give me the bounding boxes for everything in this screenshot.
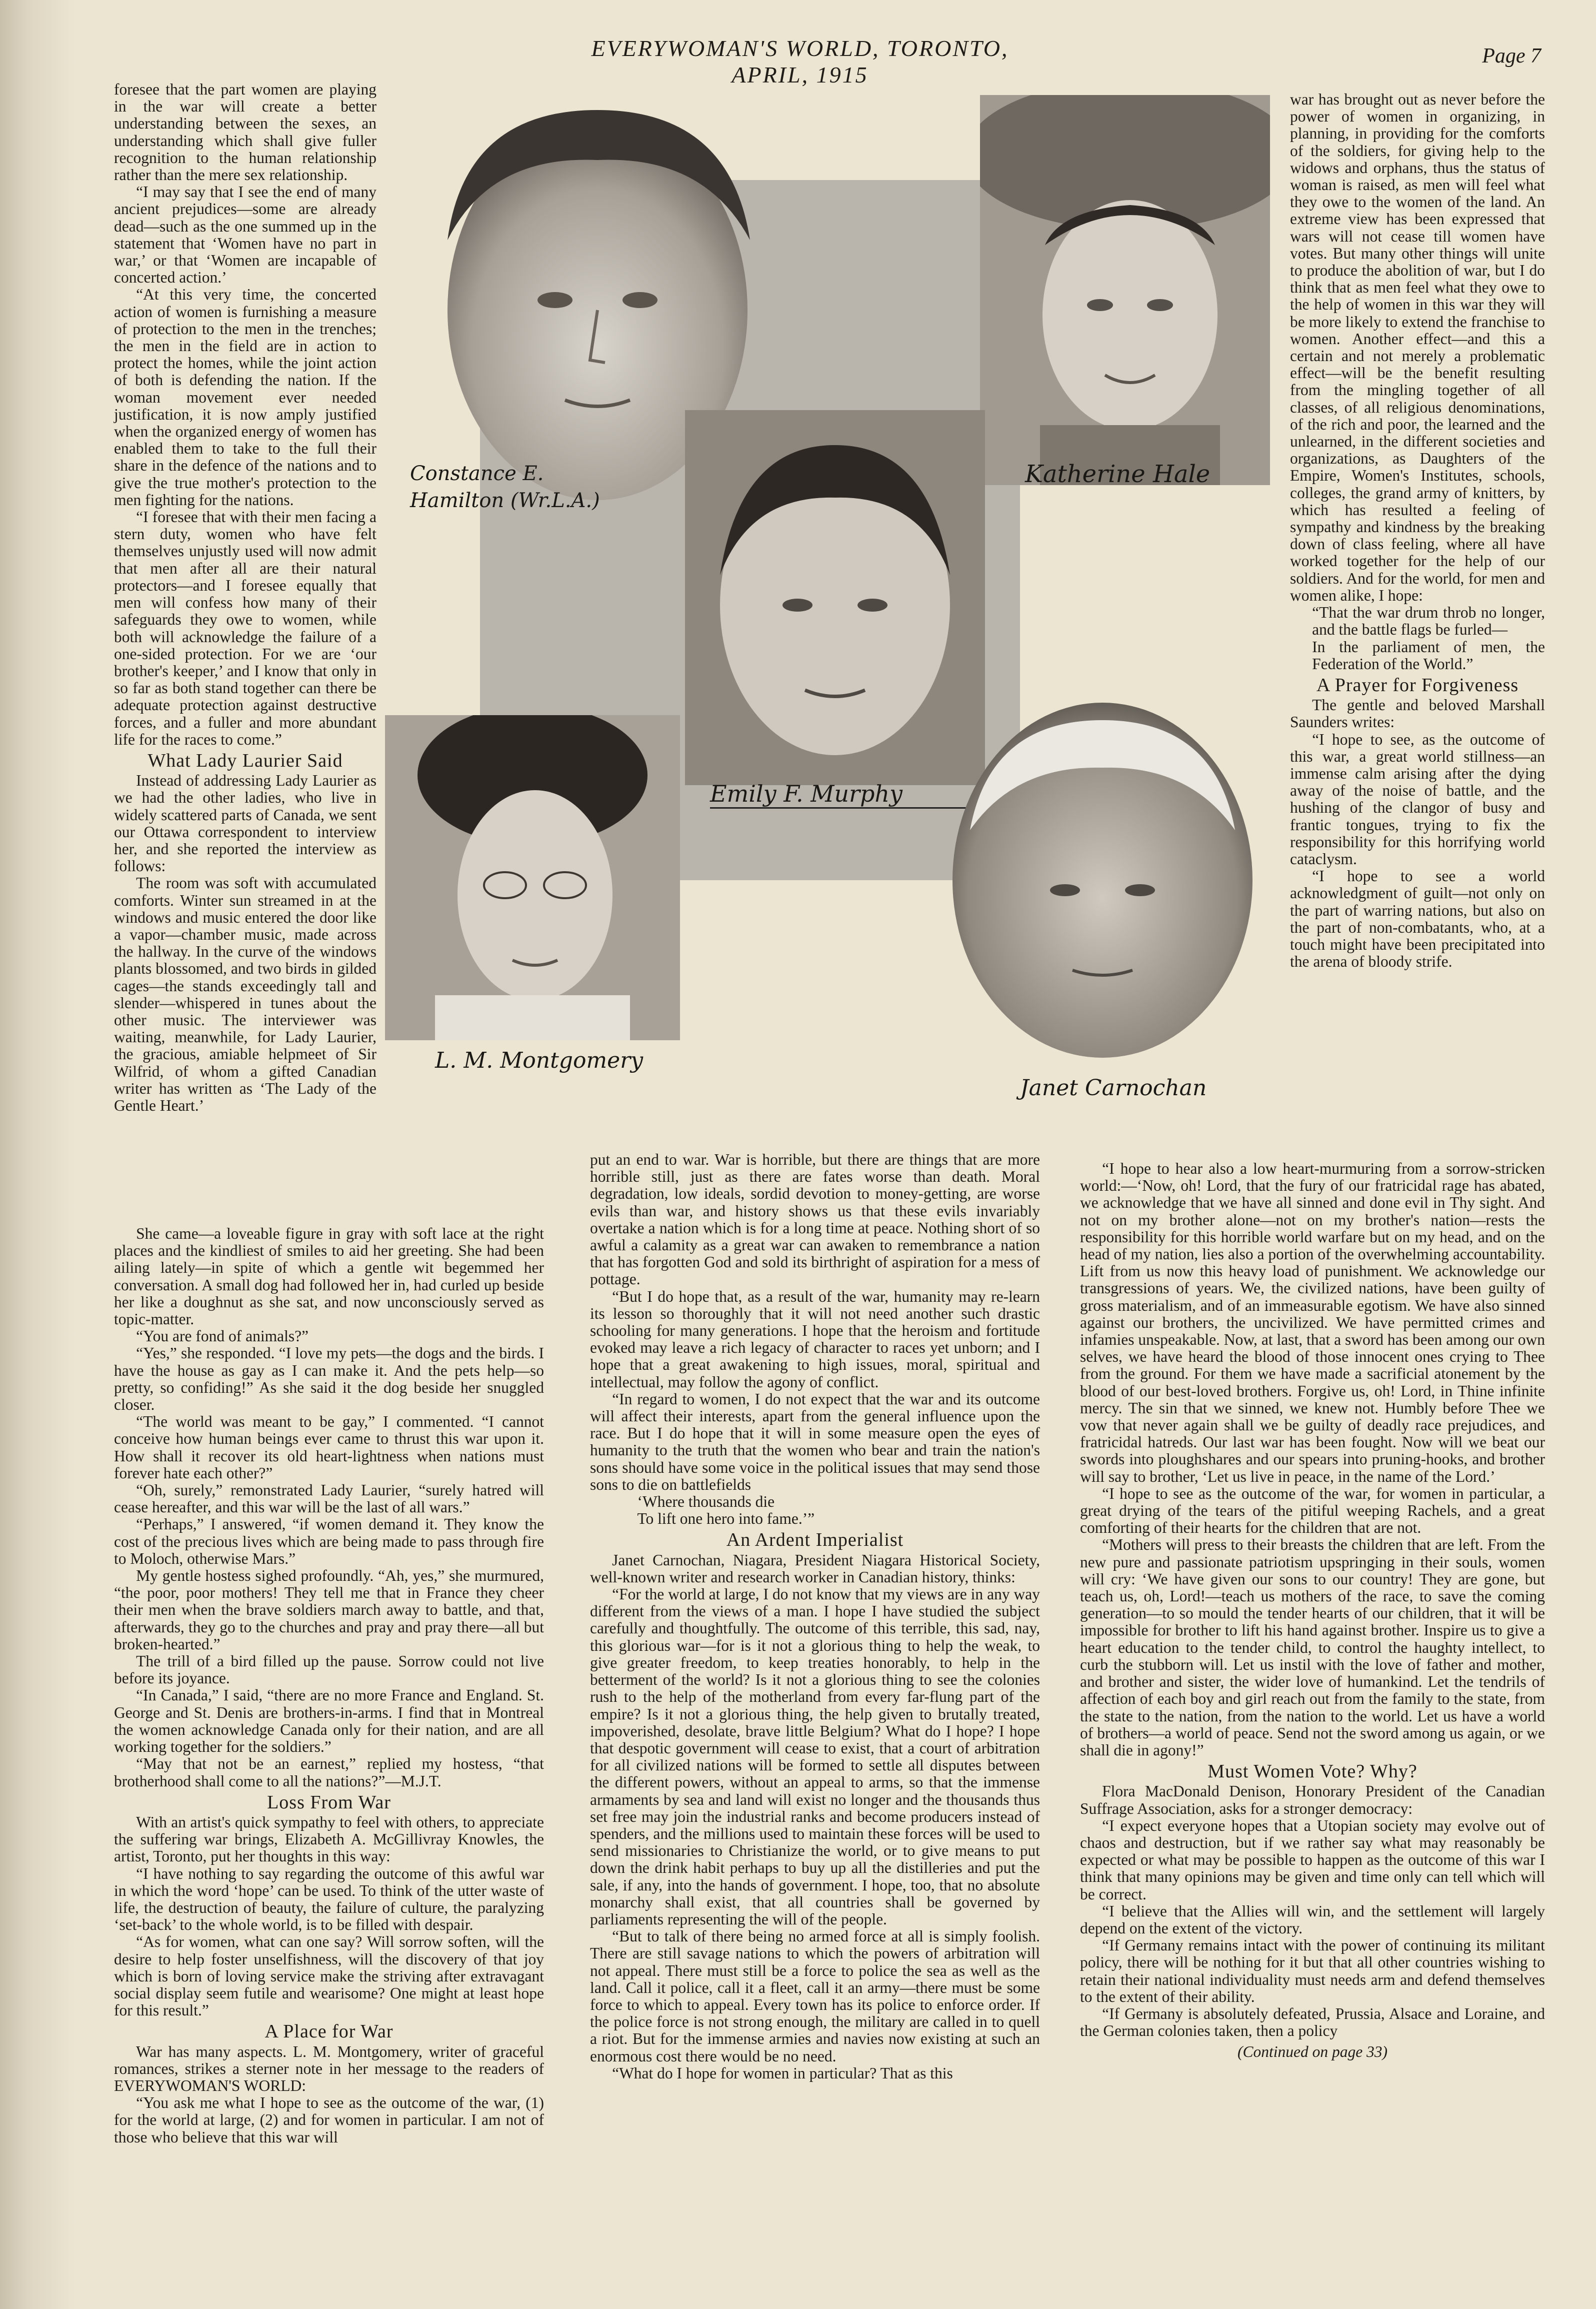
binding-gutter — [0, 0, 75, 2309]
column-1-top — [114, 81, 376, 1114]
heading-prayer-for-forgiveness: A Prayer for Forgiveness — [1316, 674, 1519, 696]
col3-paragraph: “I expect everyone hopes that a Utopian society may evolve out of chaos and destruction, but if we rather say what may reasonably be expected or what may be possible to happen as the outcome of this war I think that many opinions may be given and time only can tell which will be correct. — [1080, 1816, 1545, 1903]
col1-paragraph: “I foresee that with their men facing a stern duty, women who have felt themselves unjustly used will now admit that men after all are their natural protectors—and I foresee equally that men will confess how many of their safeguards they owe to women, while both will acknowledge the failure of a one-sided protection. For we are ‘our brother's keeper,’ and I know that only in so far as both stand together can there be adequate protection against destructive forces, and a fuller and more abundant life for the races to come.” — [114, 508, 376, 748]
col1-paragraph: The room was soft with accumulated comforts. Winter sun streamed in at the windows and music entered the door like a vapor—chamber music, made across the hallway. In the curve of the windows plants blossomed, and two birds in gilded cages—the stands exceedingly tall and slender—whispered in tunes about the other music. The interviewer was waiting, meanwhile, for Lady Laurier, the gracious, amiable helpmeet of Sir Wilfrid, of whom a gifted Canadian writer has written as ‘The Lady of the Gentle Heart.’ — [114, 874, 376, 1114]
col1-paragraph: “As for women, what can one say? Will sorrow soften, will the desire to help foster unselfishness, will the discovery of that joy which is born of loving service make the striving after extravagant social display seem futile and wearisome? One might at least hope for this result.” — [114, 1933, 544, 2019]
col2-paragraph: “For the world at large, I do not know that my views are in any way different from the views of a man. I hope I have studied the subject carefully and thoughtfully. The outcome of this terrible, this sad, nay, this glorious war—for is it not a glorious thing to help the weak, to give greater freedom, to keep treaties honorably, to help in the betterment of the world? Is it not a glorious thing to see the colonies rush to the help of the motherland from every far-flung part of the empire? Is it not a glorious thing, the help given to brutally treated, impoverished, desolate, brave little Belgium? What do I hope? I hope that despotic government will cease to exist, that a court of arbitration for all civilized nations will be formed to settle all disputes between the different powers, without an appeal to arms, so that the immense armaments by sea and land will exist no longer and the thousands thus set free may join the industrial ranks and become producers instead of spenders, and the millions used to maintain these forces will be used to send missionaries to Christianize the world, or to give means to put down the drink habit perhaps to buy up all the distilleries and put the sale, if any, into the hands of government. I hope, too, that no absolute monarchy shall exist, that all countries shall be governed by parliaments representing the will of the people. — [590, 1585, 1040, 1928]
signature-hamilton: Constance E. Hamilton (Wr.L.A.) — [410, 462, 600, 512]
carnochan-photo — [950, 700, 1255, 1060]
col3-paragraph: Flora MacDonald Denison, Honorary President of the Canadian Suffrage Association, asks for a stronger democracy: — [1080, 1782, 1545, 1817]
col1-paragraph: “I may say that I see the end of many ancient prejudices—some are already dead—such as the one summed up in the statement that ‘Women have no part in war,’ or that ‘Women are incapable of concerted action.’ — [114, 183, 376, 287]
col3-paragraph: “If Germany remains intact with the power of continuing its militant policy, there will be nothing for it but that all other countries wishing to retain their national individuality must needs arm and defend themselves to the extent of their ability. — [1080, 1936, 1545, 2005]
col1-paragraph: With an artist's quick sympathy to feel with others, to appreciate the suffering war brings, Elizabeth A. McGillivray Knowles, the artist, Toronto, put her thoughts in this way: — [114, 1813, 544, 1865]
col2-paragraph: put an end to war. War is horrible, but there are things that are more horrible still, just as there are fates worse than death. Moral degradation, low ideals, sordid devotion to money-getting, are worse evils than war, and history shows us that these evils invariably overtake a nation which is for a long time at peace. Nothing short of so awful a calamity as a great war can awaken to remembrance a nation that has forgotten God and sold its birthright of aspiration for a mess of pottage. — [590, 1151, 1040, 1288]
col2-paragraph: “But to talk of there being no armed force at all is simply foolish. There are still savage nations to which the powers of arbitration will not appeal. There must still be a force to police the sea as well as the land. Call it police, call it a fleet, call it an army—there must be some force to which to appeal. Every town has its police to enforce order. If the police force is not strong enough, the military are called in to quell a riot. But for the immense armies and navies now existing at such an enormous cost there would be no need. — [590, 1927, 1040, 2065]
col3-verse: In the parliament of men, the Federation of the World.” — [1312, 638, 1545, 673]
col1-paragraph: “In Canada,” I said, “there are no more France and England. St. George and St. Denis are brothers-in-arms. I find that in Montreal the women acknowledge Canada only for their nation, and are all working together for the soldiers.” — [114, 1686, 544, 1756]
heading-place-for-war: A Place for War — [264, 2021, 394, 2042]
col1-paragraph: “You ask me what I hope to see as the outcome of the war, (1) for the world at large, (2) and for women in particular. I am not of those who believe that this war will — [114, 2094, 544, 2146]
continued-notice: (Continued on page 33) — [1237, 2043, 1388, 2061]
col3-paragraph: “I hope to see as the outcome of the war, for women in particular, a great drying of the tears of the pitiful weeping Rachels, and a great comforting of their hearts for the children that are not. — [1080, 1484, 1545, 1537]
page-number: Page 7 — [1482, 45, 1541, 68]
col1-paragraph: My gentle hostess sighed profoundly. “Ah, yes,” she murmured, “the poor, poor mothers! They tell me that in France they cheer their men when the brave soldiers march away to battle, and that, afterwards, they go to the churches and pray and pray there—all but broken-hearted.” — [114, 1567, 544, 1653]
col1-paragraph: War has many aspects. L. M. Montgomery, writer of graceful romances, strikes a sterner note in her message to the readers of EVERYWOMAN'S WORLD: — [114, 2042, 544, 2094]
heading-loss-from-war: Loss From War — [267, 1791, 391, 1813]
col1-paragraph: She came—a loveable figure in gray with soft lace at the right places and the kindliest of smiles to aid her greeting. She had been ailing lately—in spite of which a gentle wit begemmed her conversation. A small dog had followed her in, had curled up beside her like a doughnut as she sat, and now unconsciously served as topic-matter. — [114, 1225, 544, 1328]
col3-paragraph: “I hope to see, as the outcome of this war, a great world stillness—an immense calm arising after the dying away of the noise of battle, and the hushing of the clangor of busy and frantic tongues, trying to fix the responsibility for this horrifying world cataclysm. — [1290, 730, 1545, 868]
portrait-montgomery — [385, 715, 680, 1040]
col1-paragraph: The trill of a bird filled up the pause. Sorrow could not live before its joyance. — [114, 1652, 544, 1687]
col3-paragraph: war has brought out as never before the power of women in organizing, in planning, in providing for the comforts of the soldiers, for giving help to the widows and orphans, thus the status of woman is raised, as men will feel what they owe to the women of the land. An extreme view has been expressed that wars will not cease till women have votes. But many other things will unite to produce the abolition of war, but I do think that as men feel what they owe to the help of women in this war they will be more likely to extend the franchise to women. Another effect—and this a certain and not merely a problematic effect—will be the benefit resulting from the mingling together of all classes, of all religious denominations, of the rich and poor, the learned and the unlearned, in the different societies and organizations, as Daughters of the Empire, Women's Institutes, schools, colleges, the grand army of knitters, by which has resulted a feeling of sympathy and kindness by the breaking down of class feeling, where all have worked together for the help of our soldiers. And for the world, for men and women alike, I hope: — [1290, 91, 1545, 604]
col1-paragraph: “May that not be an earnest,” replied my hostess, “that brotherhood shall come to all the nations?”—M.J.T. — [114, 1755, 544, 1790]
col3-paragraph: “I believe that the Allies will win, and the settlement will largely depend on the extent of the victory. — [1080, 1902, 1545, 1937]
col2-verse: ‘Where thousands die — [637, 1493, 775, 1511]
col2-paragraph: Janet Carnochan, Niagara, President Niagara Historical Society, well-known writer and research worker in Canadian history, thinks: — [590, 1551, 1040, 1586]
portrait-murphy — [685, 410, 985, 785]
col3-paragraph: “I hope to hear also a low heart-murmuring from a sorrow-stricken world:—‘Now, oh! Lord, that the fury of our fratricidal rage has abated, we acknowledge that we have all sinned and done evil in Thy sight. And not on my brother alone—not on my brother's nation—rests the responsibility for this horrible world warfare but on my head, and on the head of my nation, lies also a portion of the overwhelming accountability. Lift from us now this heavy load of punishment. We acknowledge our transgressions of years. We, the civilized nations, have been guilty of gross materialism, and of an immeasurable egotism. We have also sinned against our brothers, the uncivilized. We have permitted crimes and infamies unspeakable. Now, at last, that a sword has been among our own selves, we have heard the blood of those innocent ones crying to Thee from the ground. For them we have made a sacrificial atonement by the blood of our best-loved brothers. Forgive us, oh! Lord, in Thine infinite mercy. The sin that we sinned, we knew not. Humbly before Thee we vow that never again shall we be guilty of deadly race prejudices, and fratricidal hatreds. Our last war has been fought. Now will we beat our swords into ploughshares and our spears into pruning-hooks, and brother will say to brother, ‘Let us live in peace, in the name of the Lord.’ — [1080, 1160, 1545, 1485]
col1-paragraph: Instead of addressing Lady Laurier as we had the other ladies, who live in widely scattered parts of Canada, we sent our Ottawa correspondent to interview her, and she reported the interview as follows: — [114, 772, 376, 875]
column-3-top — [1290, 91, 1545, 970]
col3-paragraph: The gentle and beloved Marshall Saunders writes: — [1290, 696, 1545, 731]
col1-paragraph: foresee that the part women are playing in the war will create a better understanding between the sexes, an understanding which shall give fuller recognition to the human relationship rather than the mere sex relationship. — [114, 81, 376, 184]
murphy-photo — [685, 410, 985, 785]
column-3-bottom — [1080, 1160, 1545, 2061]
col3-paragraph: “If Germany is absolutely defeated, Prussia, Alsace and Loraine, and the German colonies taken, then a policy — [1080, 2004, 1545, 2040]
col3-verse: “That the war drum throb no longer, and the battle flags be furled— — [1312, 604, 1545, 639]
signature-montgomery: L. M. Montgomery — [435, 1048, 644, 1073]
col2-paragraph: “What do I hope for women in particular? That as this — [612, 2064, 953, 2082]
col2-paragraph: “In regard to women, I do not expect that the war and its outcome will affect their interests, apart from the general influence upon the race. But I do hope that it will in some measure open the eyes of humanity to the truth that the women who bear and train the nation's sons should have some voice in the political issues that may send those sons to die on battlefields — [590, 1390, 1040, 1493]
portrait-collage — [380, 90, 1275, 1155]
column-2 — [590, 1151, 1040, 2082]
heading-ardent-imperialist: An Ardent Imperialist — [726, 1529, 904, 1551]
col1-paragraph: “You are fond of animals?” — [136, 1327, 309, 1345]
hale-photo — [980, 95, 1270, 485]
col1-paragraph: “Perhaps,” I answered, “if women demand it. They know the cost of the precious lives which are being made to pass through fire to Moloch, otherwise Mars.” — [114, 1515, 544, 1567]
col1-paragraph: “The world was meant to be gay,” I commented. “I cannot conceive how human beings ever came to thrust this war upon it. How shall it recover its old heart-lightness when nations must forever hate each other?” — [114, 1413, 544, 1482]
signature-murphy: Emily F. Murphy — [710, 780, 990, 809]
col1-paragraph: “Yes,” she responded. “I love my pets—the dogs and the birds. I have the house as gay as I can make it. And the pets help—so pretty, so confiding!” As she said it the dog beside her snuggled closer. — [114, 1344, 544, 1414]
signature-hale: Katherine Hale — [1025, 460, 1210, 488]
col3-paragraph: “Mothers will press to their breasts the children that are left. From the new pure and passionate patriotism upspringing in their souls, women will cry: ‘We have given our sons to our country! They are gone, but teach us, oh, Lord!—teach us mothers of the race, to save the coming generation—to so mould the tender hearts of our children, that it will be impossible for brother to lift his hand against brother. Inspire us to give a heart education to the tender child, to control the haughty intellect, to curb the stubborn will. Let us instil with the love of father and mother, and brother and sister, the wider love of humankind. Let the tendrils of affection of each boy and girl reach out from the family to the state, from the state to the nation, from the nation to the world. Let us have a world of brothers—a world of peace. Send not the sword among us again, or we shall die in agony!” — [1080, 1536, 1545, 1759]
portrait-carnochan — [950, 700, 1255, 1060]
col1-paragraph: “I have nothing to say regarding the outcome of this awful war in which the word ‘hope’ can be used. To think of the utter waste of life, the destruction of beauty, the failure of culture, the paralyzing ‘set-back’ to the whole world, is to be filled with despair. — [114, 1864, 544, 1934]
col1-paragraph: “Oh, surely,” remonstrated Lady Laurier, “surely hatred will cease hereafter, and this war will be the last of all wars.” — [114, 1481, 544, 1516]
portrait-hale — [980, 95, 1270, 485]
col3-paragraph: “I hope to see a world acknowledgment of guilt—not only on the part of warring nations, but also on the part of non-combatants, who, at a touch might have been precipitated into the arena of bloody strife. — [1290, 867, 1545, 971]
signature-carnochan: Janet Carnochan — [1020, 1075, 1207, 1101]
col2-verse: To lift one hero into fame.’” — [637, 1510, 815, 1528]
running-header: EVERYWOMAN'S WORLD, TORONTO, APRIL, 1915 — [591, 36, 1009, 88]
montgomery-photo — [385, 715, 680, 1040]
col2-paragraph: “But I do hope that, as a result of the war, humanity may re-learn its lesson so thoroughly that it will not need another such drastic schooling for many generations. I hope that the heroism and fortitude evoked may leave a rich legacy of character to races yet unborn; and I hope that a great awakening to high issues, moral, spiritual and intellectual, may follow the agony of conflict. — [590, 1287, 1040, 1391]
heading-must-women-vote: Must Women Vote? Why? — [1208, 1761, 1418, 1782]
heading-lady-laurier: What Lady Laurier Said — [148, 750, 343, 771]
col1-paragraph: “At this very time, the concerted action of women is furnishing a measure of protection to the men in the trenches; the men in the field are in action to protect the homes, while the joint action of both is defending the nation. If the woman movement ever needed justification, it is now amply justified when the organized energy of women has enabled them to take to the full their share in the defence of the nations and to give the true mother's protection to the men fighting for the nations. — [114, 286, 376, 509]
column-1-bottom — [114, 1225, 544, 2146]
